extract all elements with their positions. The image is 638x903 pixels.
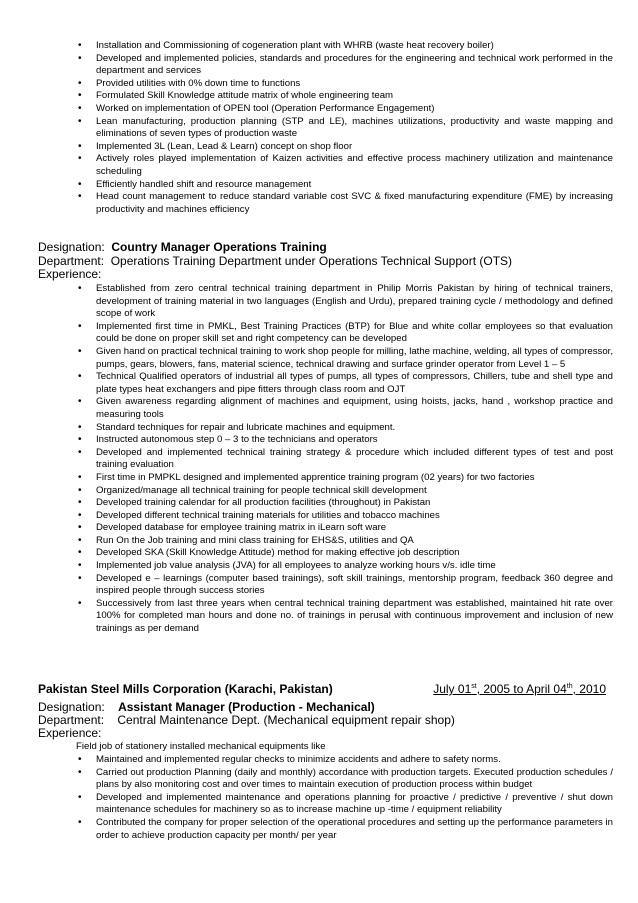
bullet-item — [78, 484, 613, 498]
bullet-item — [78, 522, 613, 535]
bullet-item — [78, 115, 613, 141]
bullet-icon: • — [78, 766, 82, 778]
training-bullet-list — [78, 283, 613, 636]
bullet-icon: • — [78, 115, 82, 127]
bullet-item — [78, 572, 613, 598]
bullet-icon: • — [78, 345, 82, 357]
bullet-item — [78, 102, 613, 116]
bullet-icon: • — [78, 320, 82, 332]
department-line-2: Department: Central Maintenance Dept. (Mechanical equipment repair shop) — [38, 713, 455, 727]
bullet-text: Maintained and implemented regular checks to minimize accidents and adhere to safety norms. — [96, 754, 501, 765]
bullet-item — [78, 534, 613, 548]
bullet-text: Developed SKA (Skill Knowledge Attitude) method for making effective job description — [96, 547, 460, 559]
bullet-text: Given awareness regarding alignment of machines and equipment, using hoists, jacks, hand , workshop practice and measuring tools — [96, 396, 613, 420]
bullet-text: Instructed autonomous step 0 – 3 to the technicians and operators — [96, 434, 378, 446]
engineering-bullet-list — [78, 40, 613, 216]
bullet-item — [78, 283, 613, 321]
bullet-icon: • — [78, 396, 82, 408]
bullet-text: Developed and implemented policies, standards and procedures for the engineering and technical work performed in the department and services — [96, 52, 613, 77]
bullet-icon: • — [78, 791, 82, 803]
bullet-icon: • — [78, 572, 82, 584]
bullet-text: Provided utilities with 0% down time to functions — [96, 77, 301, 89]
bullet-item — [78, 140, 613, 154]
bullet-text: Efficiently handled shift and resource management — [96, 178, 312, 190]
bullet-text: Implemented 3L (Lean, Lead & Learn) concept on shop floor — [96, 140, 353, 152]
designation-title-1: Country Manager Operations Training — [111, 240, 327, 254]
bullet-icon: • — [78, 153, 82, 165]
bullet-icon: • — [78, 534, 82, 546]
experience-label-1: Experience: — [38, 267, 102, 281]
bullet-icon: • — [78, 191, 82, 203]
bullet-item — [78, 178, 613, 192]
bullet-item — [78, 597, 613, 636]
bullet-item — [78, 547, 613, 560]
bullet-text: Implemented first time in PMKL, Best Training Practices (BTP) for Blue and white collar employees so that evaluation could be done on proper skill set and right competency can be developed — [96, 320, 613, 345]
bullet-item — [78, 191, 613, 216]
bullet-text: Developed and implemented maintenance and operations planning for proactive / predictive / preventive / shut down maintenance schedules for machinery so as to increase machine up -time / equipment reliability — [96, 791, 613, 816]
bullet-icon: • — [78, 522, 82, 534]
bullet-icon: • — [78, 434, 82, 446]
bullet-text: Formulated Skill Knowledge attitude matrix of whole engineering team — [96, 90, 394, 102]
bullet-text: Developed database for employee training matrix in iLearn soft ware — [96, 522, 387, 534]
bullet-item — [78, 816, 613, 842]
bullet-icon: • — [78, 52, 82, 64]
bullet-item — [78, 320, 613, 346]
bullet-icon: • — [78, 597, 82, 609]
bullet-item — [78, 371, 613, 396]
bullet-icon: • — [78, 816, 82, 828]
bullet-text: First time in PMPKL designed and implemented apprentice training program (02 years) for two factories — [96, 471, 535, 483]
bullet-item — [78, 90, 613, 103]
field-job-intro: Field job of stationery installed mechanical equipments like — [76, 741, 326, 752]
bullet-text: Standard techniques for repair and lubricate machines and equipment. — [96, 421, 396, 433]
bullet-text: Organized/manage all technical training for people technical skill development — [96, 484, 427, 496]
bullet-icon: • — [78, 446, 82, 458]
bullet-icon: • — [78, 509, 82, 521]
bullet-item — [78, 421, 613, 435]
bullet-text: Technical Qualified operators of industrial all types of pumps, all types of compressors, Chillers, tube and shell type and plate types heat exchangers and pipe fitters through class room and OJT — [96, 371, 613, 395]
bullet-icon: • — [78, 77, 82, 89]
bullet-text: Successively from last three years when central technical training department was established, maintained hit rate over 100% for completed man hours and done no. of trainings in perusal with continuous improvement and inclusion of new trainings as per demand — [96, 597, 613, 635]
bullet-icon: • — [78, 754, 82, 765]
bullet-item — [78, 497, 613, 510]
bullet-icon: • — [78, 90, 82, 102]
bullet-text: Run On the Job training and mini class training for EHS&S, utilities and QA — [96, 534, 414, 546]
department-line-1: Department: Operations Training Department under Operations Technical Support (OTS) — [38, 254, 513, 268]
bullet-icon: • — [78, 471, 82, 483]
bullet-text: Given hand on practical technical training to work shop people for milling, lathe machine, welding, all types of compressor, pumps, gears, blowers, fans, material science, technical drawing and surface grinder operator from Level 1 – 5 — [96, 345, 613, 370]
bullet-item — [78, 560, 613, 573]
bullet-text: Established from zero central technical training department in Philip Morris Pakistan by hiring of technical trainers, development of training material in two languages (English and Urdu), prepared training cycle / methodology and defined scope of work — [96, 283, 613, 320]
designation-line-1: Designation: Country Manager Operations Training — [38, 240, 327, 254]
bullet-icon: • — [78, 178, 82, 190]
bullet-text: Developed training calendar for all production facilities (throughout) in Pakistan — [96, 497, 431, 509]
bullet-text: Developed different technical training materials for utilities and tobacco machines — [96, 509, 440, 521]
bullet-text: Developed e – learnings (computer based trainings), soft skill trainings, mentorship program, feedback 360 degree and inspired people through success stories — [96, 572, 613, 597]
bullet-text: Lean manufacturing, production planning (STP and LE), machines utilizations, productivity and waste mapping and eliminations of seven types of production waste — [96, 115, 613, 140]
bullet-text: Head count management to reduce standard variable cost SVC & fixed manufacturing expenditure (FME) by increasing productivity and machines efficiency — [96, 191, 613, 215]
bullet-item — [78, 766, 613, 792]
bullet-text: Implemented job value analysis (JVA) for all employees to analyze working hours v/s. idle time — [96, 560, 496, 572]
company-name: Pakistan Steel Mills Corporation (Karachi, Pakistan) — [38, 682, 333, 696]
steel-mills-bullet-list — [78, 754, 613, 842]
bullet-text: Actively roles played implementation of Kaizen activities and effective process machinery utilization and maintenance scheduling — [96, 153, 613, 177]
bullet-item — [78, 396, 613, 421]
bullet-text: Developed and implemented technical training strategy & procedure which included different types of test and post training evaluation — [96, 446, 613, 471]
bullet-icon: • — [78, 40, 82, 51]
bullet-item — [78, 471, 613, 485]
bullet-text: Worked on implementation of OPEN tool (Operation Performance Engagement) — [96, 102, 435, 114]
designation-line-2: Designation: Assistant Manager (Production - Mechanical) — [38, 700, 375, 714]
bullet-text: Installation and Commissioning of cogeneration plant with WHRB (waste heat recovery boiler) — [96, 40, 494, 51]
bullet-item — [78, 754, 613, 767]
bullet-icon: • — [78, 421, 82, 433]
bullet-item — [78, 434, 613, 447]
employment-dates: July 01st, 2005 to April 04th, 2010 — [433, 682, 606, 696]
bullet-item — [78, 77, 613, 91]
bullet-icon: • — [78, 560, 82, 572]
bullet-item — [78, 153, 613, 178]
bullet-icon: • — [78, 547, 82, 559]
bullet-icon: • — [78, 102, 82, 114]
bullet-icon: • — [78, 140, 82, 152]
bullet-icon: • — [78, 484, 82, 496]
bullet-item — [78, 791, 613, 817]
bullet-item — [78, 52, 613, 78]
experience-label-2: Experience: — [38, 726, 102, 740]
bullet-item — [78, 509, 613, 523]
bullet-icon: • — [78, 283, 82, 294]
bullet-icon: • — [78, 497, 82, 509]
bullet-item — [78, 345, 613, 371]
bullet-text: Carried out production Planning (daily and monthly) accordance with production targets. Executed production schedules / plans by also monitoring cost and over times to maintain execution of production process within budget — [96, 766, 613, 791]
bullet-text: Contributed the company for proper selection of the operational procedures and setting up the performance parameters in order to achieve production capacity per month/ per year — [96, 816, 613, 841]
bullet-icon: • — [78, 371, 82, 383]
bullet-item — [78, 40, 613, 53]
designation-title-2: Assistant Manager (Production - Mechanical) — [118, 700, 375, 714]
bullet-item — [78, 446, 613, 472]
